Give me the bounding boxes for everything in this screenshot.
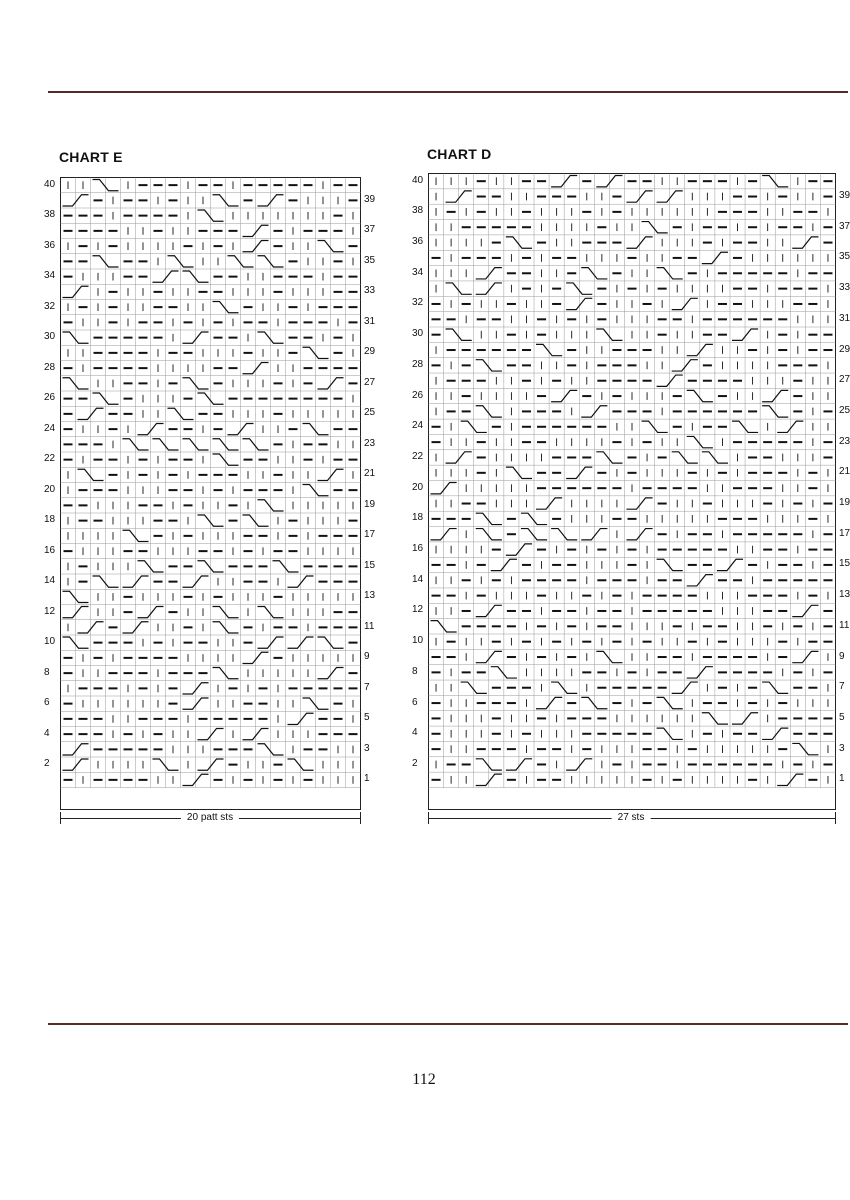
row-number-right: 29 xyxy=(839,343,850,355)
row-number-left: 18 xyxy=(412,512,424,524)
row-number-left: 36 xyxy=(44,239,56,251)
row-number-right: 31 xyxy=(839,312,850,324)
row-number-right: 27 xyxy=(839,374,850,386)
row-number-left: 12 xyxy=(412,604,424,616)
row-number-right: 17 xyxy=(839,527,850,539)
row-number-right: 39 xyxy=(364,193,376,205)
row-number-left: 32 xyxy=(412,297,424,309)
row-number-right: 23 xyxy=(839,435,850,447)
row-number-right: 1 xyxy=(364,773,370,785)
chart-d-measure-right-cap xyxy=(835,812,836,824)
row-number-left: 32 xyxy=(44,300,56,312)
row-number-left: 14 xyxy=(412,573,424,585)
row-number-left: 2 xyxy=(44,758,50,770)
row-number-left: 34 xyxy=(412,266,424,278)
row-number-right: 35 xyxy=(364,254,376,266)
row-number-left: 28 xyxy=(44,361,56,373)
row-number-left: 10 xyxy=(412,635,424,647)
row-number-right: 33 xyxy=(839,282,850,294)
row-number-right: 5 xyxy=(839,711,845,723)
row-number-right: 13 xyxy=(839,589,850,601)
row-number-right: 25 xyxy=(839,404,850,416)
row-number-left: 8 xyxy=(412,665,418,677)
chart-e-width-label: 20 patt sts xyxy=(181,812,239,823)
chart-d-grid xyxy=(428,173,836,810)
row-number-right: 19 xyxy=(839,497,850,509)
row-number-right: 11 xyxy=(364,620,375,632)
row-number-left: 40 xyxy=(44,178,56,190)
row-number-right: 15 xyxy=(839,558,850,570)
row-number-right: 27 xyxy=(364,376,376,388)
row-number-left: 22 xyxy=(412,450,424,462)
row-number-left: 6 xyxy=(412,696,418,708)
row-number-right: 25 xyxy=(364,407,376,419)
row-number-right: 39 xyxy=(839,190,850,202)
bottom-rule xyxy=(48,1023,848,1025)
chart-e-title: CHART E xyxy=(59,149,123,165)
row-number-left: 38 xyxy=(412,205,424,217)
row-number-left: 4 xyxy=(412,727,418,739)
row-number-right: 33 xyxy=(364,285,376,297)
row-number-right: 13 xyxy=(364,590,376,602)
row-number-right: 3 xyxy=(839,742,845,754)
row-number-left: 24 xyxy=(44,422,56,434)
row-number-left: 34 xyxy=(44,270,56,282)
row-number-right: 37 xyxy=(364,224,376,236)
row-number-left: 14 xyxy=(44,575,56,587)
row-number-left: 26 xyxy=(44,392,56,404)
row-number-left: 16 xyxy=(412,543,424,555)
row-number-right: 9 xyxy=(839,650,845,662)
row-number-left: 24 xyxy=(412,420,424,432)
row-number-right: 37 xyxy=(839,220,850,232)
row-number-left: 4 xyxy=(44,727,50,739)
row-number-left: 2 xyxy=(412,757,418,769)
row-number-right: 21 xyxy=(364,468,376,480)
row-number-left: 38 xyxy=(44,209,56,221)
grid-lines xyxy=(429,174,836,788)
chart-e-grid xyxy=(60,177,361,810)
row-number-left: 20 xyxy=(412,481,424,493)
row-number-left: 30 xyxy=(412,328,424,340)
page-number: 112 xyxy=(412,1071,436,1088)
row-number-left: 10 xyxy=(44,636,56,648)
row-number-right: 5 xyxy=(364,712,370,724)
row-number-left: 22 xyxy=(44,453,56,465)
row-number-right: 19 xyxy=(364,498,376,510)
row-number-left: 12 xyxy=(44,605,56,617)
row-number-right: 11 xyxy=(839,619,850,631)
row-number-left: 18 xyxy=(44,514,56,526)
row-number-right: 21 xyxy=(839,466,850,478)
row-number-right: 35 xyxy=(839,251,850,263)
row-number-right: 17 xyxy=(364,529,376,541)
chart-d-title: CHART D xyxy=(427,146,492,162)
row-number-left: 20 xyxy=(44,483,56,495)
row-number-left: 36 xyxy=(412,236,424,248)
chart-d-width-label: 27 sts xyxy=(612,812,651,823)
row-number-left: 30 xyxy=(44,331,56,343)
row-number-right: 23 xyxy=(364,437,376,449)
row-number-right: 1 xyxy=(839,773,845,785)
row-number-left: 16 xyxy=(44,544,56,556)
row-number-left: 26 xyxy=(412,389,424,401)
row-number-right: 15 xyxy=(364,559,376,571)
grid-lines xyxy=(61,178,361,788)
row-number-right: 7 xyxy=(364,681,370,693)
row-number-right: 29 xyxy=(364,346,376,358)
row-number-right: 31 xyxy=(364,315,376,327)
row-number-right: 9 xyxy=(364,651,370,663)
top-rule xyxy=(48,91,848,93)
row-number-right: 7 xyxy=(839,681,845,693)
row-number-left: 6 xyxy=(44,697,50,709)
chart-e-measure-right-cap xyxy=(360,812,361,824)
row-number-right: 3 xyxy=(364,742,370,754)
row-number-left: 40 xyxy=(412,174,424,186)
row-number-left: 28 xyxy=(412,358,424,370)
row-number-left: 8 xyxy=(44,666,50,678)
